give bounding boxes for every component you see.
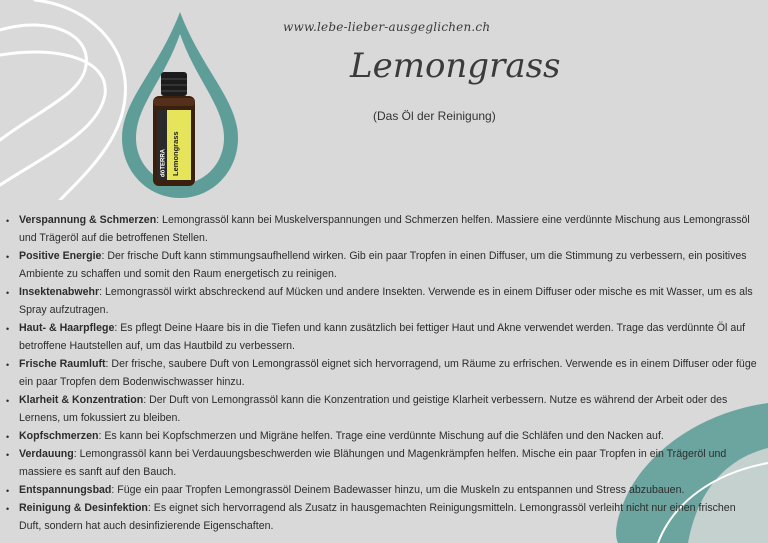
benefit-text: : Es pflegt Deine Haare bis in die Tiefen und kann zusätzlich bei fettiger Haut und Akne verwendet werden. Trage das verdünnte Öl auf betroffene Hautstellen auf, um das Hautbild zu verbessern. [19, 322, 746, 352]
benefit-term: Klarheit & Konzentration [19, 394, 144, 406]
list-item [6, 427, 760, 445]
benefit-term: Entspannungsbad [19, 484, 112, 496]
benefit-text: : Lemongrassöl kann bei Verdauungsbeschwerden wie Blähungen und Magenkrämpfen helfen. Mische ein paar Tropfen in ein Trägeröl und massiere es sanft auf den Bauch. [19, 448, 727, 478]
list-item [6, 391, 760, 427]
benefit-text: : Es eignet sich hervorragend als Zusatz in hausgemachten Reinigungsmitteln. Lemongrassöl verleiht nicht nur einen frischen Duft, sondern hat auch desinfizierende Eigenschaften. [19, 502, 736, 532]
benefit-text: : Der frische, saubere Duft von Lemongrassöl eignet sich hervorragend, um Räume zu erfrischen. Verwende es in einem Diffuser oder füge ein paar Tropfen dem Bodenwischwasser hinzu. [19, 358, 757, 388]
benefit-text: : Lemongrassöl kann bei Muskelverspannungen und Schmerzen helfen. Massiere eine verdünnte Mischung aus Lemongrassöl und Trägeröl auf die betroffenen Stellen. [19, 214, 750, 244]
website-url: www.lebe-lieber-ausgeglichen.ch [283, 20, 491, 34]
page-title: Lemongrass [350, 46, 561, 86]
benefit-text: : Füge ein paar Tropfen Lemongrassöl Deinem Badewasser hinzu, um die Muskeln zu entspannen und Stress abzubauen. [111, 484, 685, 496]
benefit-text: : Lemongrassöl wirkt abschreckend auf Mücken und andere Insekten. Verwende es in einem Diffuser oder mische es mit Wasser, um es als Spray aufzutragen. [19, 286, 753, 316]
list-item [6, 481, 760, 499]
benefit-text: : Es kann bei Kopfschmerzen und Migräne helfen. Trage eine verdünnte Mischung auf die Schläfen und den Nacken auf. [98, 430, 664, 442]
list-item [6, 355, 760, 391]
bottle-brand: dōTERRA [160, 149, 167, 177]
list-item [6, 211, 760, 247]
benefits-list [6, 211, 760, 535]
list-item [6, 247, 760, 283]
benefit-text: : Der frische Duft kann stimmungsaufhellend wirken. Gib ein paar Tropfen in einen Diffuser, um die Stimmung zu verbessern, ein positives Ambiente zu schaffen und somit den Raum energetisch zu reinigen. [19, 250, 747, 280]
benefit-term: Positive Energie [19, 250, 102, 262]
benefit-term: Frische Raumluft [19, 358, 106, 370]
list-item [6, 283, 760, 319]
benefit-text: : Der Duft von Lemongrassöl kann die Konzentration und geistige Klarheit verbessern. Nutze es während der Arbeit oder des Lernens, um fokussiert zu bleiben. [19, 394, 728, 424]
bottle-product: Lemongrass [171, 131, 180, 176]
benefit-term: Kopfschmerzen [19, 430, 99, 442]
benefit-term: Verspannung & Schmerzen [19, 214, 157, 226]
list-item [6, 499, 760, 535]
benefit-term: Reinigung & Desinfektion [19, 502, 148, 514]
essential-oil-bottle [150, 72, 198, 186]
benefit-term: Insektenabwehr [19, 286, 100, 298]
benefit-term: Haut- & Haarpflege [19, 322, 115, 334]
benefit-term: Verdauung [19, 448, 74, 460]
list-item [6, 319, 760, 355]
list-item [6, 445, 760, 481]
page-subtitle: (Das Öl der Reinigung) [373, 109, 496, 123]
